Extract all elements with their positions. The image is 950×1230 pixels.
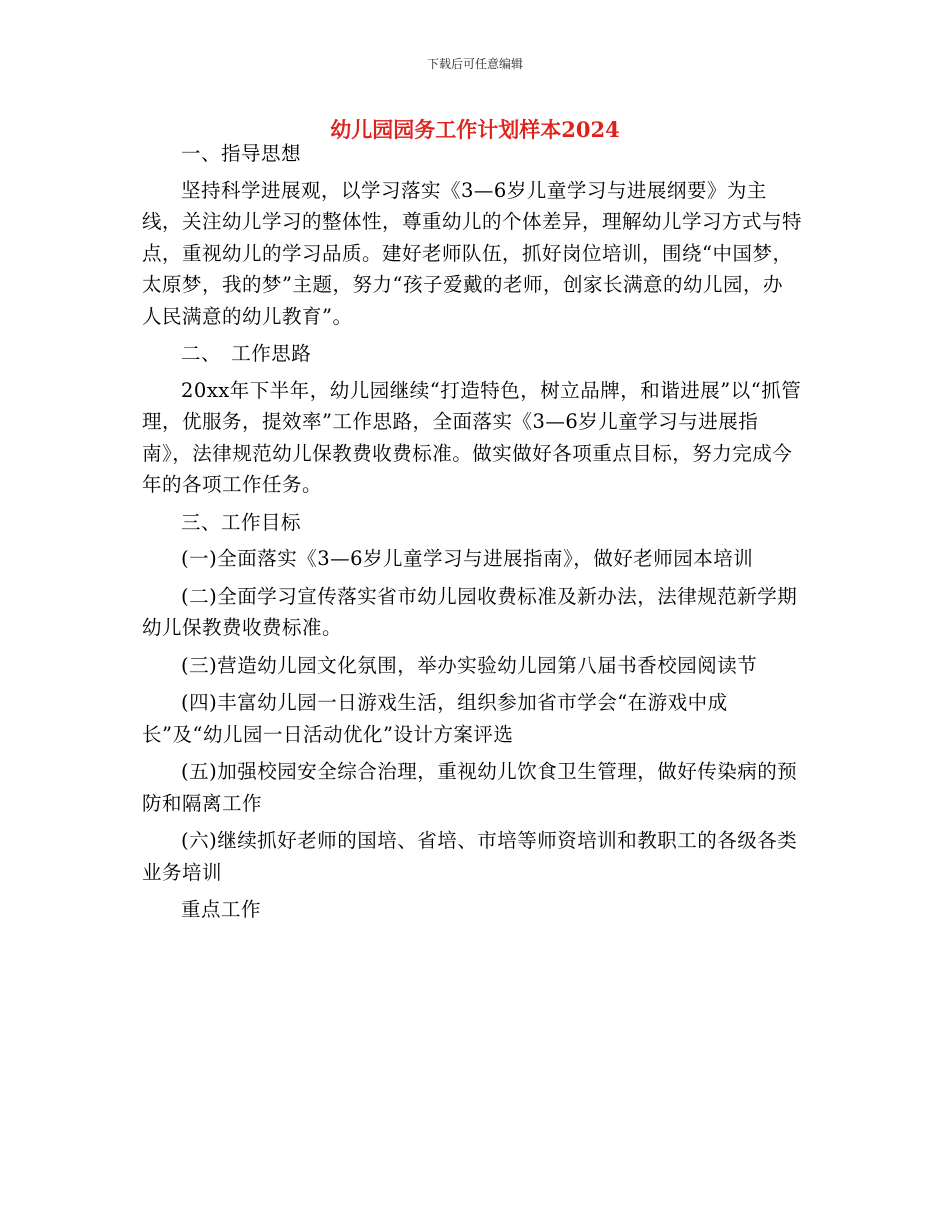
goal-item-4: (四)丰富幼儿园一日游戏生活，组织参加省市学会“在游戏中成长”及“幼儿园一日活动优化”设计方案评选 [142, 691, 728, 746]
paragraph-guiding-ideology: 坚持科学进展观，以学习落实《3—6岁儿童学习与进展纲要》为主线，关注幼儿学习的整体性，尊重幼儿的个体差异，理解幼儿学习方式与特点，重视幼儿的学习品质。建好老师队伍，抓好岗位培训，围绕“中国梦，太原梦，我的梦”主题，努力“孩子爱戴的老师，创家长满意的幼儿园，办人民满意的幼儿教育”。 [142, 178, 803, 328]
goal-item-2: (二)全面学习宣传落实省市幼儿园收费标准及新办法，法律规范新学期幼儿保教费收费标准。 [142, 584, 798, 639]
paragraph-work-approach: 20xx年下半年，幼儿园继续“打造特色，树立品牌，和谐进展”以“抓管理，优服务，提效率”工作思路，全面落实《3—6岁儿童学习与进展指南》，法律规范幼儿保教费收费标准。做实做好各项重点目标，努力完成今年的各项工作任务。 [142, 378, 802, 496]
section-heading-guiding-ideology: 一、指导思想 [181, 142, 302, 165]
goal-item-6: (六)继续抓好老师的国培、省培、市培等师资培训和教职工的各级各类业务培训 [142, 829, 798, 884]
goal-item-1: (一)全面落实《3—6岁儿童学习与进展指南》，做好老师园本培训 [181, 547, 754, 570]
document-title: 幼儿园园务工作计划样本2024 [330, 117, 620, 142]
page-header-note: 下载后可任意编辑 [426, 57, 523, 71]
document-body [142, 138, 802, 931]
section-heading-work-approach: 二、 工作思路 [181, 342, 312, 365]
goal-item-5: (五)加强校园安全综合治理，重视幼儿饮食卫生管理，做好传染病的预防和隔离工作 [142, 760, 798, 815]
section-heading-key-work: 重点工作 [181, 898, 262, 921]
section-heading-work-goals: 三、工作目标 [181, 510, 302, 534]
goal-item-3: (三)营造幼儿园文化氛围，举办实验幼儿园第八届书香校园阅读节 [181, 653, 758, 677]
